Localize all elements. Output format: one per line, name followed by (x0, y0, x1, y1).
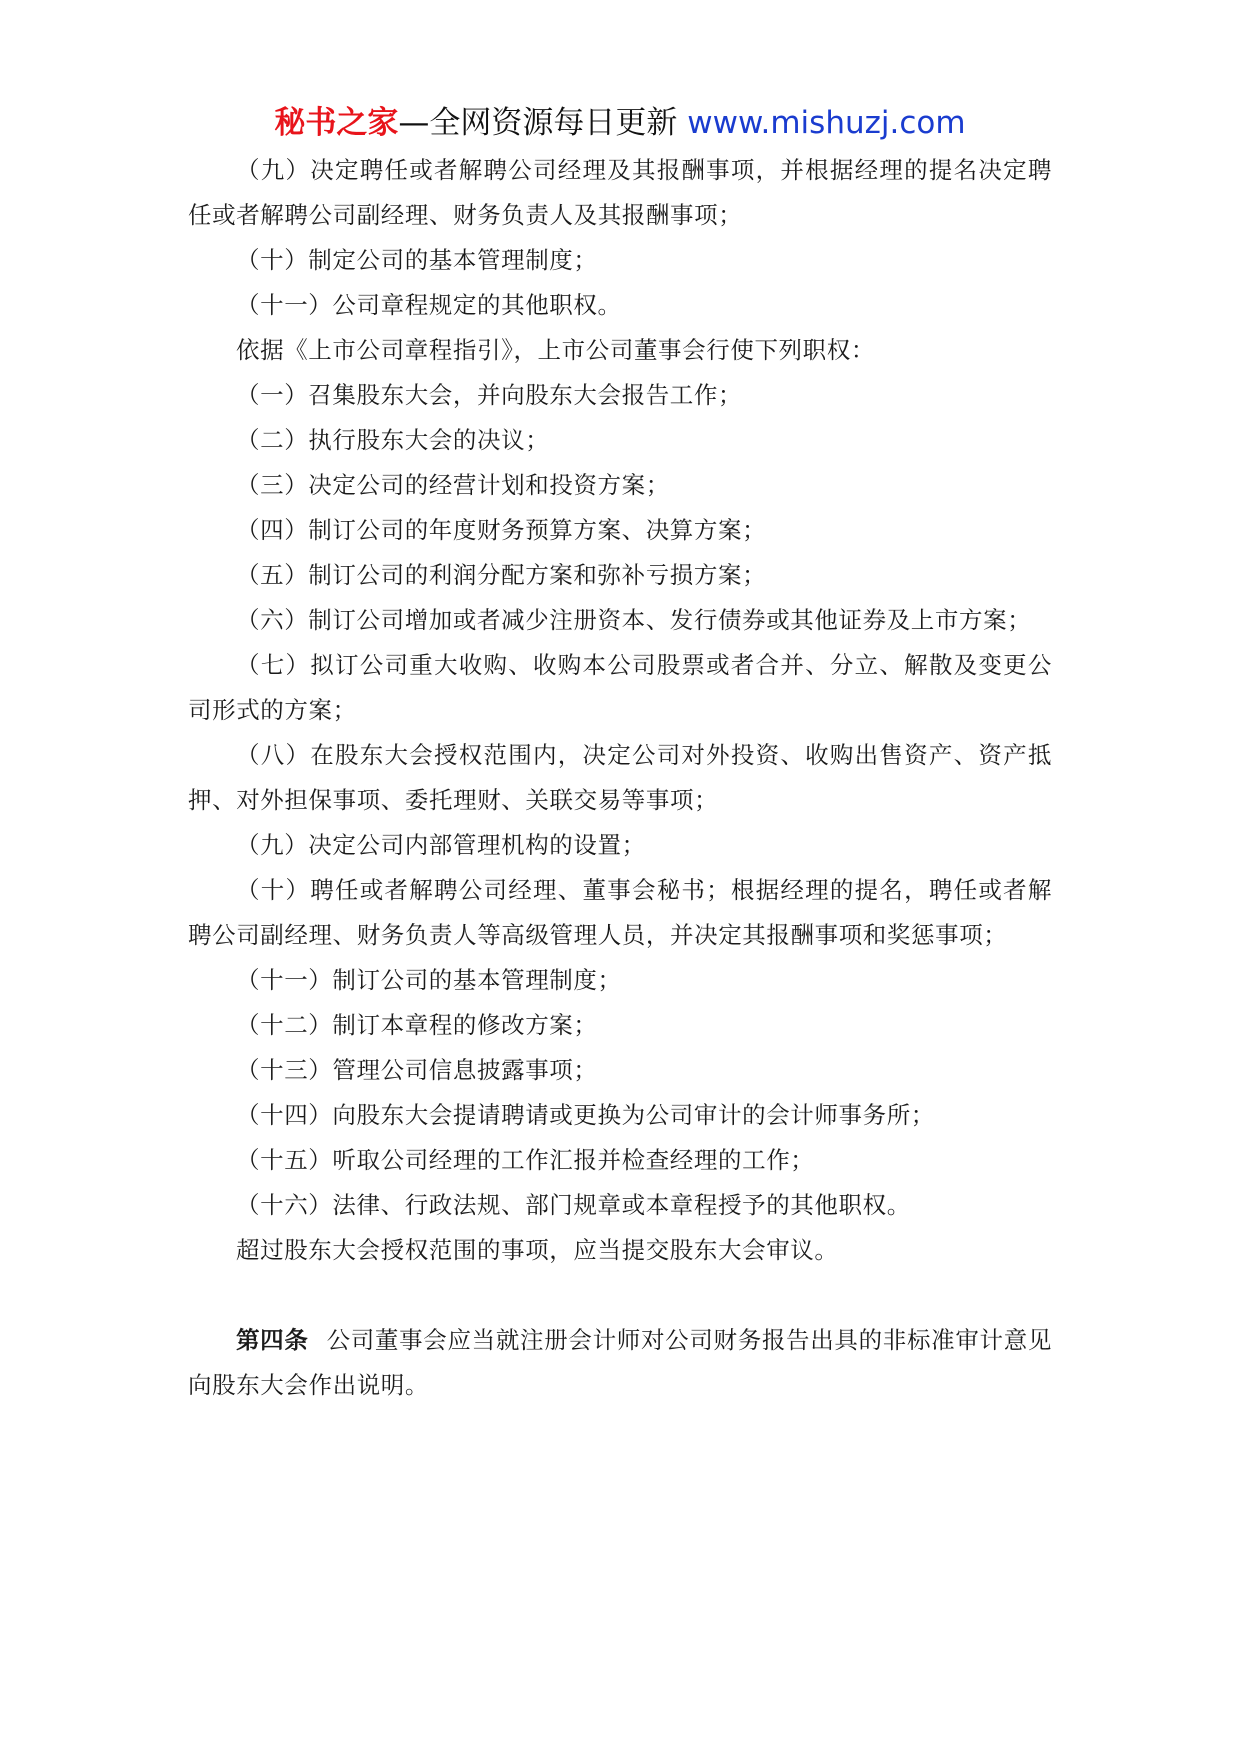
paragraph-item-8: （八）在股东大会授权范围内，决定公司对外投资、收购出售资产、资产抵押、对外担保事项、委托理财、关联交易等事项； (188, 741, 1052, 814)
paragraph-board-item-9-old: （九）决定聘任或者解聘公司经理及其报酬事项，并根据经理的提名决定聘任或者解聘公司副经理、财务负责人及其报酬事项； (188, 156, 1052, 229)
paragraph-item-15: （十五）听取公司经理的工作汇报并检查经理的工作； (236, 1146, 815, 1174)
paragraph-board-item-11-old: （十一）公司章程规定的其他职权。 (236, 291, 622, 319)
site-url: www.mishuzj.com (687, 105, 966, 141)
paragraph-conclusion: 超过股东大会授权范围的事项，应当提交股东大会审议。 (236, 1236, 839, 1264)
site-watermark-header (0, 100, 1240, 146)
paragraph-item-7: （七）拟订公司重大收购、收购本公司股票或者合并、分立、解散及变更公司形式的方案； (188, 651, 1052, 724)
brand-slogan: —全网资源每日更新 (398, 105, 688, 141)
paragraph-guideline-intro: 依据《上市公司章程指引》，上市公司董事会行使下列职权： (236, 336, 875, 364)
paragraph-item-11: （十一）制订公司的基本管理制度； (236, 966, 622, 994)
article-4-text: 公司董事会应当就注册会计师对公司财务报告出具的非标准审计意见向股东大会作出说明。 (188, 1326, 1052, 1399)
paragraph-item-6: （六）制订公司增加或者减少注册资本、发行债券或其他证券及上市方案； (236, 606, 1032, 634)
paragraph-item-3: （三）决定公司的经营计划和投资方案； (236, 471, 670, 499)
paragraph-item-12: （十二）制订本章程的修改方案； (236, 1011, 598, 1039)
paragraph-item-5: （五）制订公司的利润分配方案和弥补亏损方案； (236, 561, 767, 589)
article-4 (188, 1318, 1052, 1408)
paragraph-item-1: （一）召集股东大会，并向股东大会报告工作； (236, 381, 743, 409)
paragraph-item-4: （四）制订公司的年度财务预算方案、决算方案； (236, 516, 767, 544)
document-body (188, 148, 1052, 1408)
brand-name: 秘书之家 (274, 105, 399, 141)
paragraph-item-13: （十三）管理公司信息披露事项； (236, 1056, 598, 1084)
paragraph-item-10: （十）聘任或者解聘公司经理、董事会秘书；根据经理的提名，聘任或者解聘公司副经理、财务负责人等高级管理人员，并决定其报酬事项和奖惩事项； (188, 876, 1052, 949)
paragraph-item-2: （二）执行股东大会的决议； (236, 426, 550, 454)
article-4-label: 第四条 (236, 1326, 309, 1354)
paragraph-item-14: （十四）向股东大会提请聘请或更换为公司审计的会计师事务所； (236, 1101, 935, 1129)
paragraph-board-item-10-old: （十）制定公司的基本管理制度； (236, 246, 598, 274)
paragraph-item-9: （九）决定公司内部管理机构的设置； (236, 831, 646, 859)
paragraph-gap (188, 1273, 1052, 1318)
paragraph-item-16: （十六）法律、行政法规、部门规章或本章程授予的其他职权。 (236, 1191, 911, 1219)
